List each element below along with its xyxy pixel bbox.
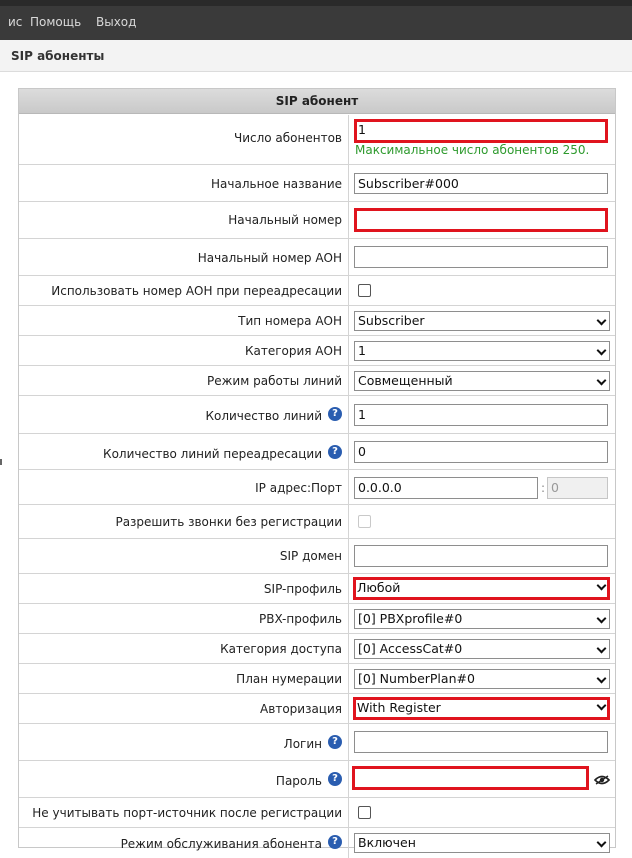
row-caller-id-category (19, 336, 615, 366)
pbx-profile-label: PBX-профиль (258, 612, 342, 626)
service-mode-value: Включен (358, 835, 416, 850)
sip-profile-value: Любой (357, 580, 401, 595)
help-icon[interactable]: ? (328, 445, 342, 459)
authorization-value: With Register (357, 700, 441, 715)
line-count-input[interactable]: 1 (354, 404, 608, 426)
use-caller-id-redirect-label: Использовать номер АОН при переадресации (51, 284, 342, 298)
line-mode-select[interactable] (354, 371, 610, 391)
password-label: Пароль (275, 774, 322, 788)
chevron-down-icon (597, 838, 607, 848)
subscriber-count-hint: Максимальное число абонентов 250. (355, 143, 590, 157)
line-mode-value: Совмещенный (358, 373, 453, 388)
sip-domain-input[interactable] (354, 545, 608, 567)
pbx-profile-select[interactable] (354, 609, 610, 629)
start-caller-id-input[interactable] (354, 246, 608, 268)
numbering-plan-value: [0] NumberPlan#0 (358, 671, 475, 686)
caller-id-category-label: Категория АОН (244, 344, 342, 358)
chevron-down-icon (597, 581, 607, 591)
section-title: SIP абоненты (11, 49, 105, 63)
start-name-label: Начальное название (211, 177, 342, 191)
service-mode-select[interactable] (354, 833, 610, 853)
pbx-profile-value: [0] PBXprofile#0 (358, 611, 463, 626)
caller-id-type-value: Subscriber (358, 313, 425, 328)
redirect-line-count-input[interactable]: 0 (354, 441, 608, 463)
ip-address-input[interactable]: 0.0.0.0 (354, 477, 538, 499)
section-header (0, 40, 632, 72)
login-label: Логин (283, 737, 322, 751)
chevron-down-icon (597, 316, 607, 326)
row-sip-domain (19, 539, 615, 574)
row-start-name (19, 165, 615, 202)
login-input[interactable] (354, 731, 608, 753)
subscriber-count-input[interactable]: 1 (354, 119, 608, 143)
ignore-source-port-checkbox[interactable] (358, 806, 371, 819)
row-start-number (19, 202, 615, 239)
chevron-down-icon (597, 701, 607, 711)
sidebar-edge-mark (0, 459, 2, 465)
caller-id-type-select[interactable] (354, 311, 610, 331)
chevron-down-icon (597, 346, 607, 356)
line-count-label: Количество линий (205, 409, 322, 423)
subscriber-count-label: Число абонентов (233, 131, 342, 145)
sip-profile-label: SIP-профиль (263, 582, 342, 596)
row-service-mode (19, 828, 615, 858)
authorization-select[interactable] (353, 697, 610, 720)
access-category-select[interactable] (354, 639, 610, 659)
access-category-label: Категория доступа (220, 642, 342, 656)
top-menu-bar (0, 0, 632, 40)
row-caller-id-type (19, 306, 615, 336)
start-number-input[interactable] (354, 208, 608, 232)
row-allow-unregistered (19, 505, 615, 539)
service-mode-label: Режим обслуживания абонента (120, 837, 322, 851)
row-line-mode (19, 366, 615, 396)
row-access-category (19, 634, 615, 664)
allow-unregistered-label: Разрешить звонки без регистрации (115, 515, 342, 529)
row-ignore-source-port (19, 798, 615, 828)
authorization-label: Авторизация (260, 702, 342, 716)
menu-item-exit[interactable]: Выход (96, 15, 137, 29)
chevron-down-icon (597, 614, 607, 624)
row-redirect-line-count (19, 434, 615, 470)
start-caller-id-label: Начальный номер АОН (197, 251, 342, 265)
row-password (19, 761, 615, 798)
row-pbx-profile (19, 604, 615, 634)
sip-domain-label: SIP домен (279, 549, 342, 563)
top-strip (0, 0, 632, 6)
row-use-caller-id-redirect (19, 276, 615, 306)
numbering-plan-select[interactable] (354, 669, 610, 689)
row-numbering-plan (19, 664, 615, 694)
row-login (19, 724, 615, 761)
redirect-line-count-label: Количество линий переадресации (103, 447, 322, 461)
ip-port-separator: : (541, 481, 546, 495)
start-name-input[interactable]: Subscriber#000 (354, 173, 608, 194)
row-authorization (19, 694, 615, 724)
row-sip-profile (19, 574, 615, 604)
chevron-down-icon (597, 644, 607, 654)
ignore-source-port-label: Не учитывать порт-источник после регистрации (32, 806, 342, 820)
password-input[interactable] (352, 766, 589, 790)
row-ip-port (19, 470, 615, 505)
row-line-count (19, 396, 615, 434)
row-start-caller-id (19, 239, 615, 276)
eye-icon[interactable] (594, 775, 610, 785)
help-icon[interactable]: ? (328, 735, 342, 749)
ip-port-label: IP адрес:Порт (255, 481, 342, 495)
chevron-down-icon (597, 376, 607, 386)
caller-id-category-select[interactable] (354, 341, 610, 361)
caller-id-category-value: 1 (358, 343, 366, 358)
use-caller-id-redirect-checkbox[interactable] (358, 284, 371, 297)
access-category-value: [0] AccessCat#0 (358, 641, 463, 656)
allow-unregistered-checkbox[interactable] (358, 515, 371, 528)
menu-item-help[interactable]: Помощь (30, 15, 82, 29)
help-icon[interactable]: ? (328, 407, 342, 421)
help-icon[interactable]: ? (328, 772, 342, 786)
chevron-down-icon (597, 674, 607, 684)
numbering-plan-label: План нумерации (236, 672, 342, 686)
port-input[interactable]: 0 (547, 477, 608, 499)
help-icon[interactable]: ? (328, 835, 342, 849)
line-mode-label: Режим работы линий (207, 374, 342, 388)
form-title: SIP абонент (19, 89, 615, 114)
menu-item-services[interactable]: ис (8, 15, 23, 29)
start-number-label: Начальный номер (228, 213, 342, 227)
sip-profile-select[interactable] (353, 577, 610, 600)
sip-subscriber-form (18, 88, 616, 851)
row-subscriber-count (19, 115, 615, 165)
caller-id-type-label: Тип номера АОН (238, 314, 342, 328)
